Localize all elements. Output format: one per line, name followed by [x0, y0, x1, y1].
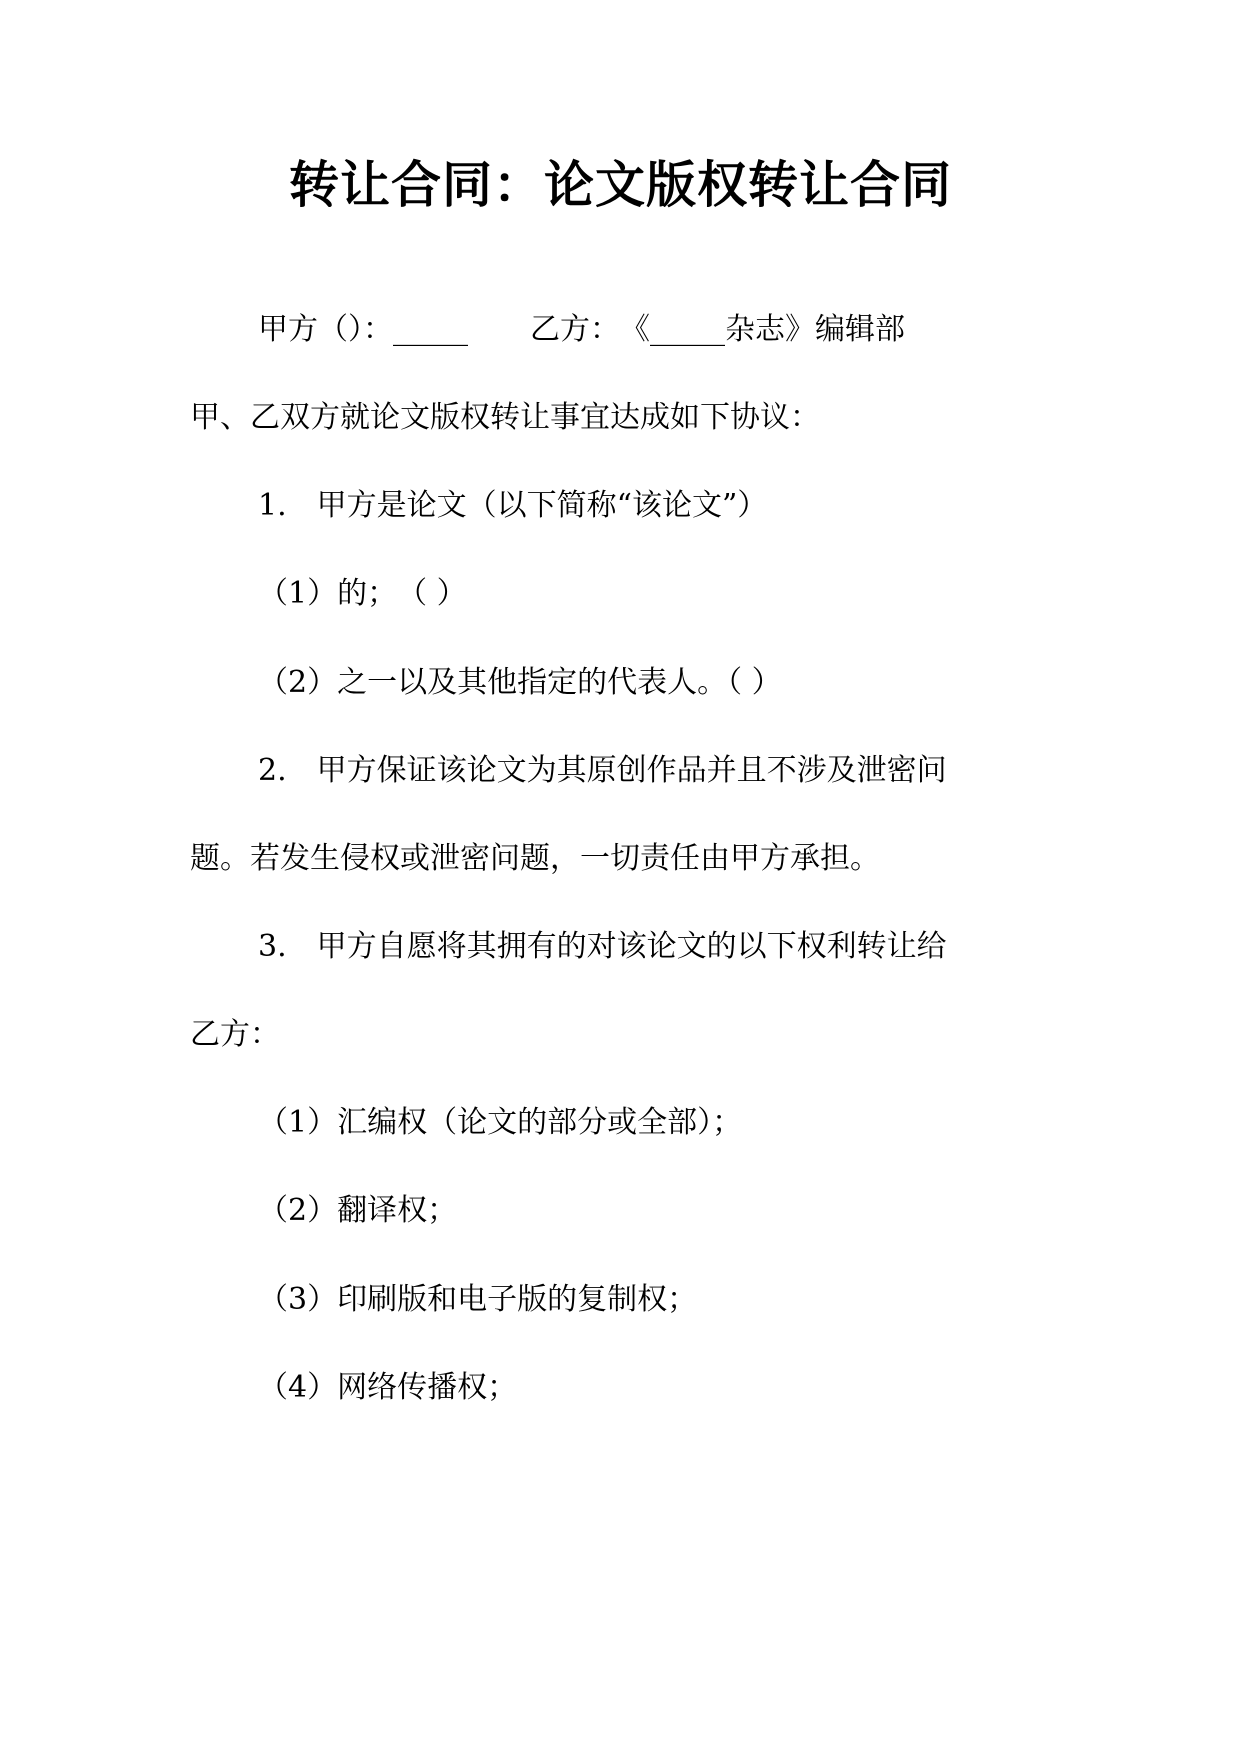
clause-2-line-2: 题。若发生侵权或泄密问题，一切责任由甲方承担。 [190, 841, 880, 876]
right-item-4: （4）网络传播权； [258, 1370, 518, 1405]
clause-1-item-1: （1）的； （ ） [258, 576, 467, 611]
right-item-3: （3）印刷版和电子版的复制权； [258, 1282, 698, 1317]
intro-text: 甲、乙双方就论文版权转让事宜达成如下协议： [190, 400, 820, 435]
document-title: 转让合同：论文版权转让合同 [289, 156, 952, 214]
parties-line [258, 308, 905, 352]
clause-1-item-2: （2）之一以及其他指定的代表人。（ ） [258, 665, 782, 700]
clause-3-line-1: 3. 甲方自愿将其拥有的对该论文的以下权利转让给 [258, 929, 947, 964]
clause-1: 1. 甲方是论文（以下简称“该论文”） [258, 488, 768, 523]
clause-2-line-1: 2. 甲方保证该论文为其原创作品并且不涉及泄密问 [258, 753, 947, 788]
party-b-text: 乙方： 《_____杂志》编辑部 [530, 312, 905, 347]
right-item-1: （1）汇编权（论文的部分或全部）； [258, 1105, 743, 1140]
right-item-2: （2）翻译权； [258, 1193, 458, 1228]
party-a-text: 甲方（）：_____ [258, 312, 468, 347]
clause-3-line-2: 乙方： [190, 1017, 280, 1052]
